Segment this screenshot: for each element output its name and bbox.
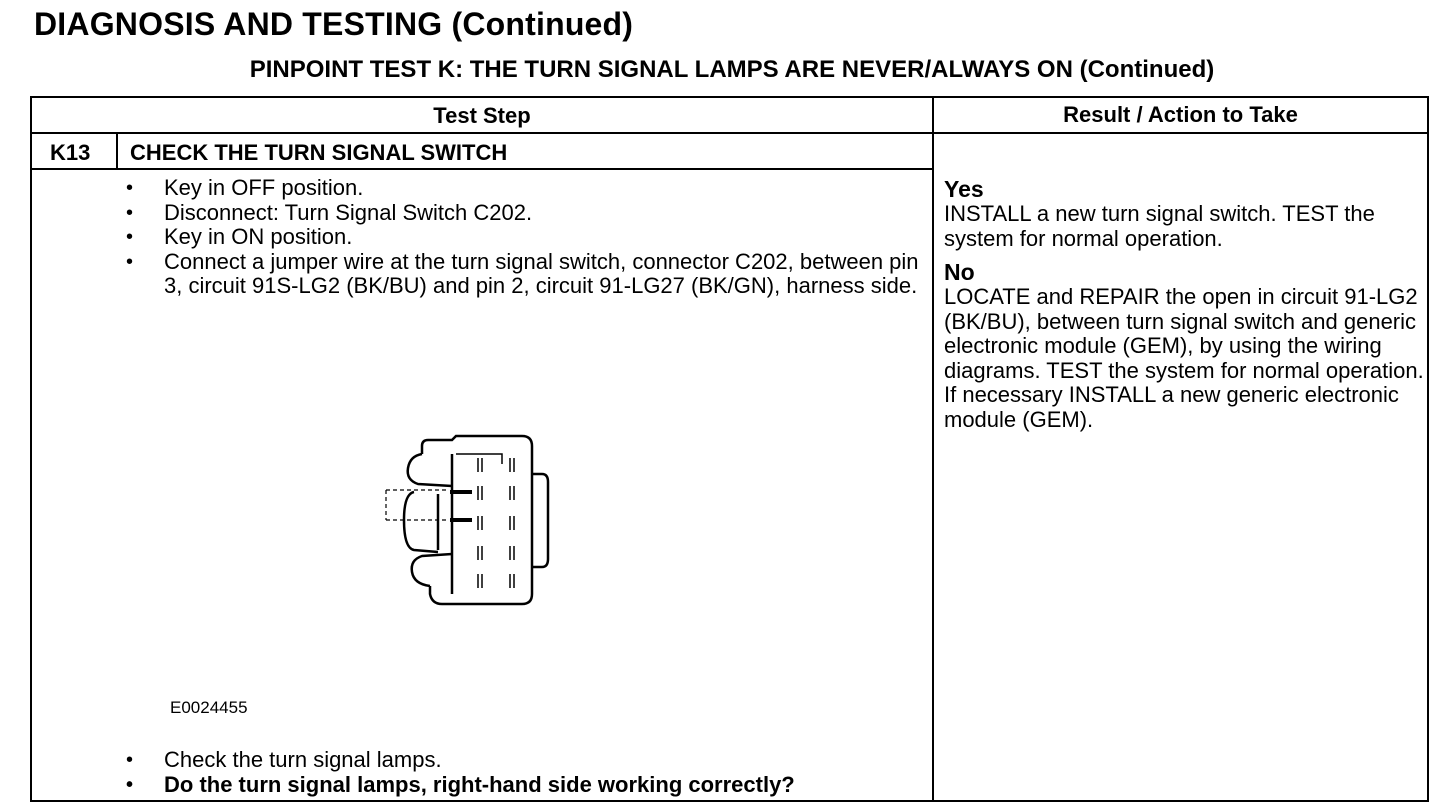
instruction-item: • Check the turn signal lamps. bbox=[120, 748, 960, 773]
column-divider bbox=[932, 98, 934, 800]
instruction-item: • Key in ON position. bbox=[120, 225, 920, 250]
pinpoint-test-title: PINPOINT TEST K: THE TURN SIGNAL LAMPS ARE NEVER/ALWAYS ON (Continued) bbox=[249, 56, 1215, 83]
step-id: K13 bbox=[50, 140, 91, 165]
step-check-instructions bbox=[120, 748, 960, 797]
test-table bbox=[30, 96, 1429, 802]
result-no-label: No bbox=[944, 259, 975, 285]
result-column bbox=[944, 176, 1424, 440]
instruction-item: • Key in OFF position. bbox=[120, 176, 920, 201]
step-id-divider bbox=[116, 132, 118, 170]
step-instructions bbox=[120, 176, 920, 299]
instruction-item: • Connect a jumper wire at the turn signal switch, connector C202, between pin 3, circuit 91S-LG2 (BK/BU) and pin 2, circuit 91-LG27 (BK/GN), harness side. bbox=[120, 250, 920, 299]
page-title: DIAGNOSIS AND TESTING (Continued) bbox=[34, 6, 634, 42]
figure-code: E0024455 bbox=[170, 698, 248, 717]
step-title: CHECK THE TURN SIGNAL SWITCH bbox=[130, 140, 508, 165]
header-result-action: Result / Action to Take bbox=[1063, 102, 1298, 127]
header-divider bbox=[32, 132, 1427, 134]
question-item: • Do the turn signal lamps, right-hand side working correctly? bbox=[120, 773, 960, 798]
connector-c202-diagram-icon bbox=[352, 434, 572, 619]
result-yes-label: Yes bbox=[944, 176, 984, 202]
result-yes-text: INSTALL a new turn signal switch. TEST the system for normal operation. bbox=[944, 201, 1375, 251]
header-test-step: Test Step bbox=[433, 103, 531, 128]
step-row-divider bbox=[32, 168, 932, 170]
result-no-text: LOCATE and REPAIR the open in circuit 91-LG2 (BK/BU), between turn signal switch and generic electronic module (GEM), by using the wiring diagrams. TEST the system for normal operation. If necessary INSTALL a new generic electronic module (GEM). bbox=[944, 284, 1424, 432]
instruction-item: • Disconnect: Turn Signal Switch C202. bbox=[120, 201, 920, 226]
